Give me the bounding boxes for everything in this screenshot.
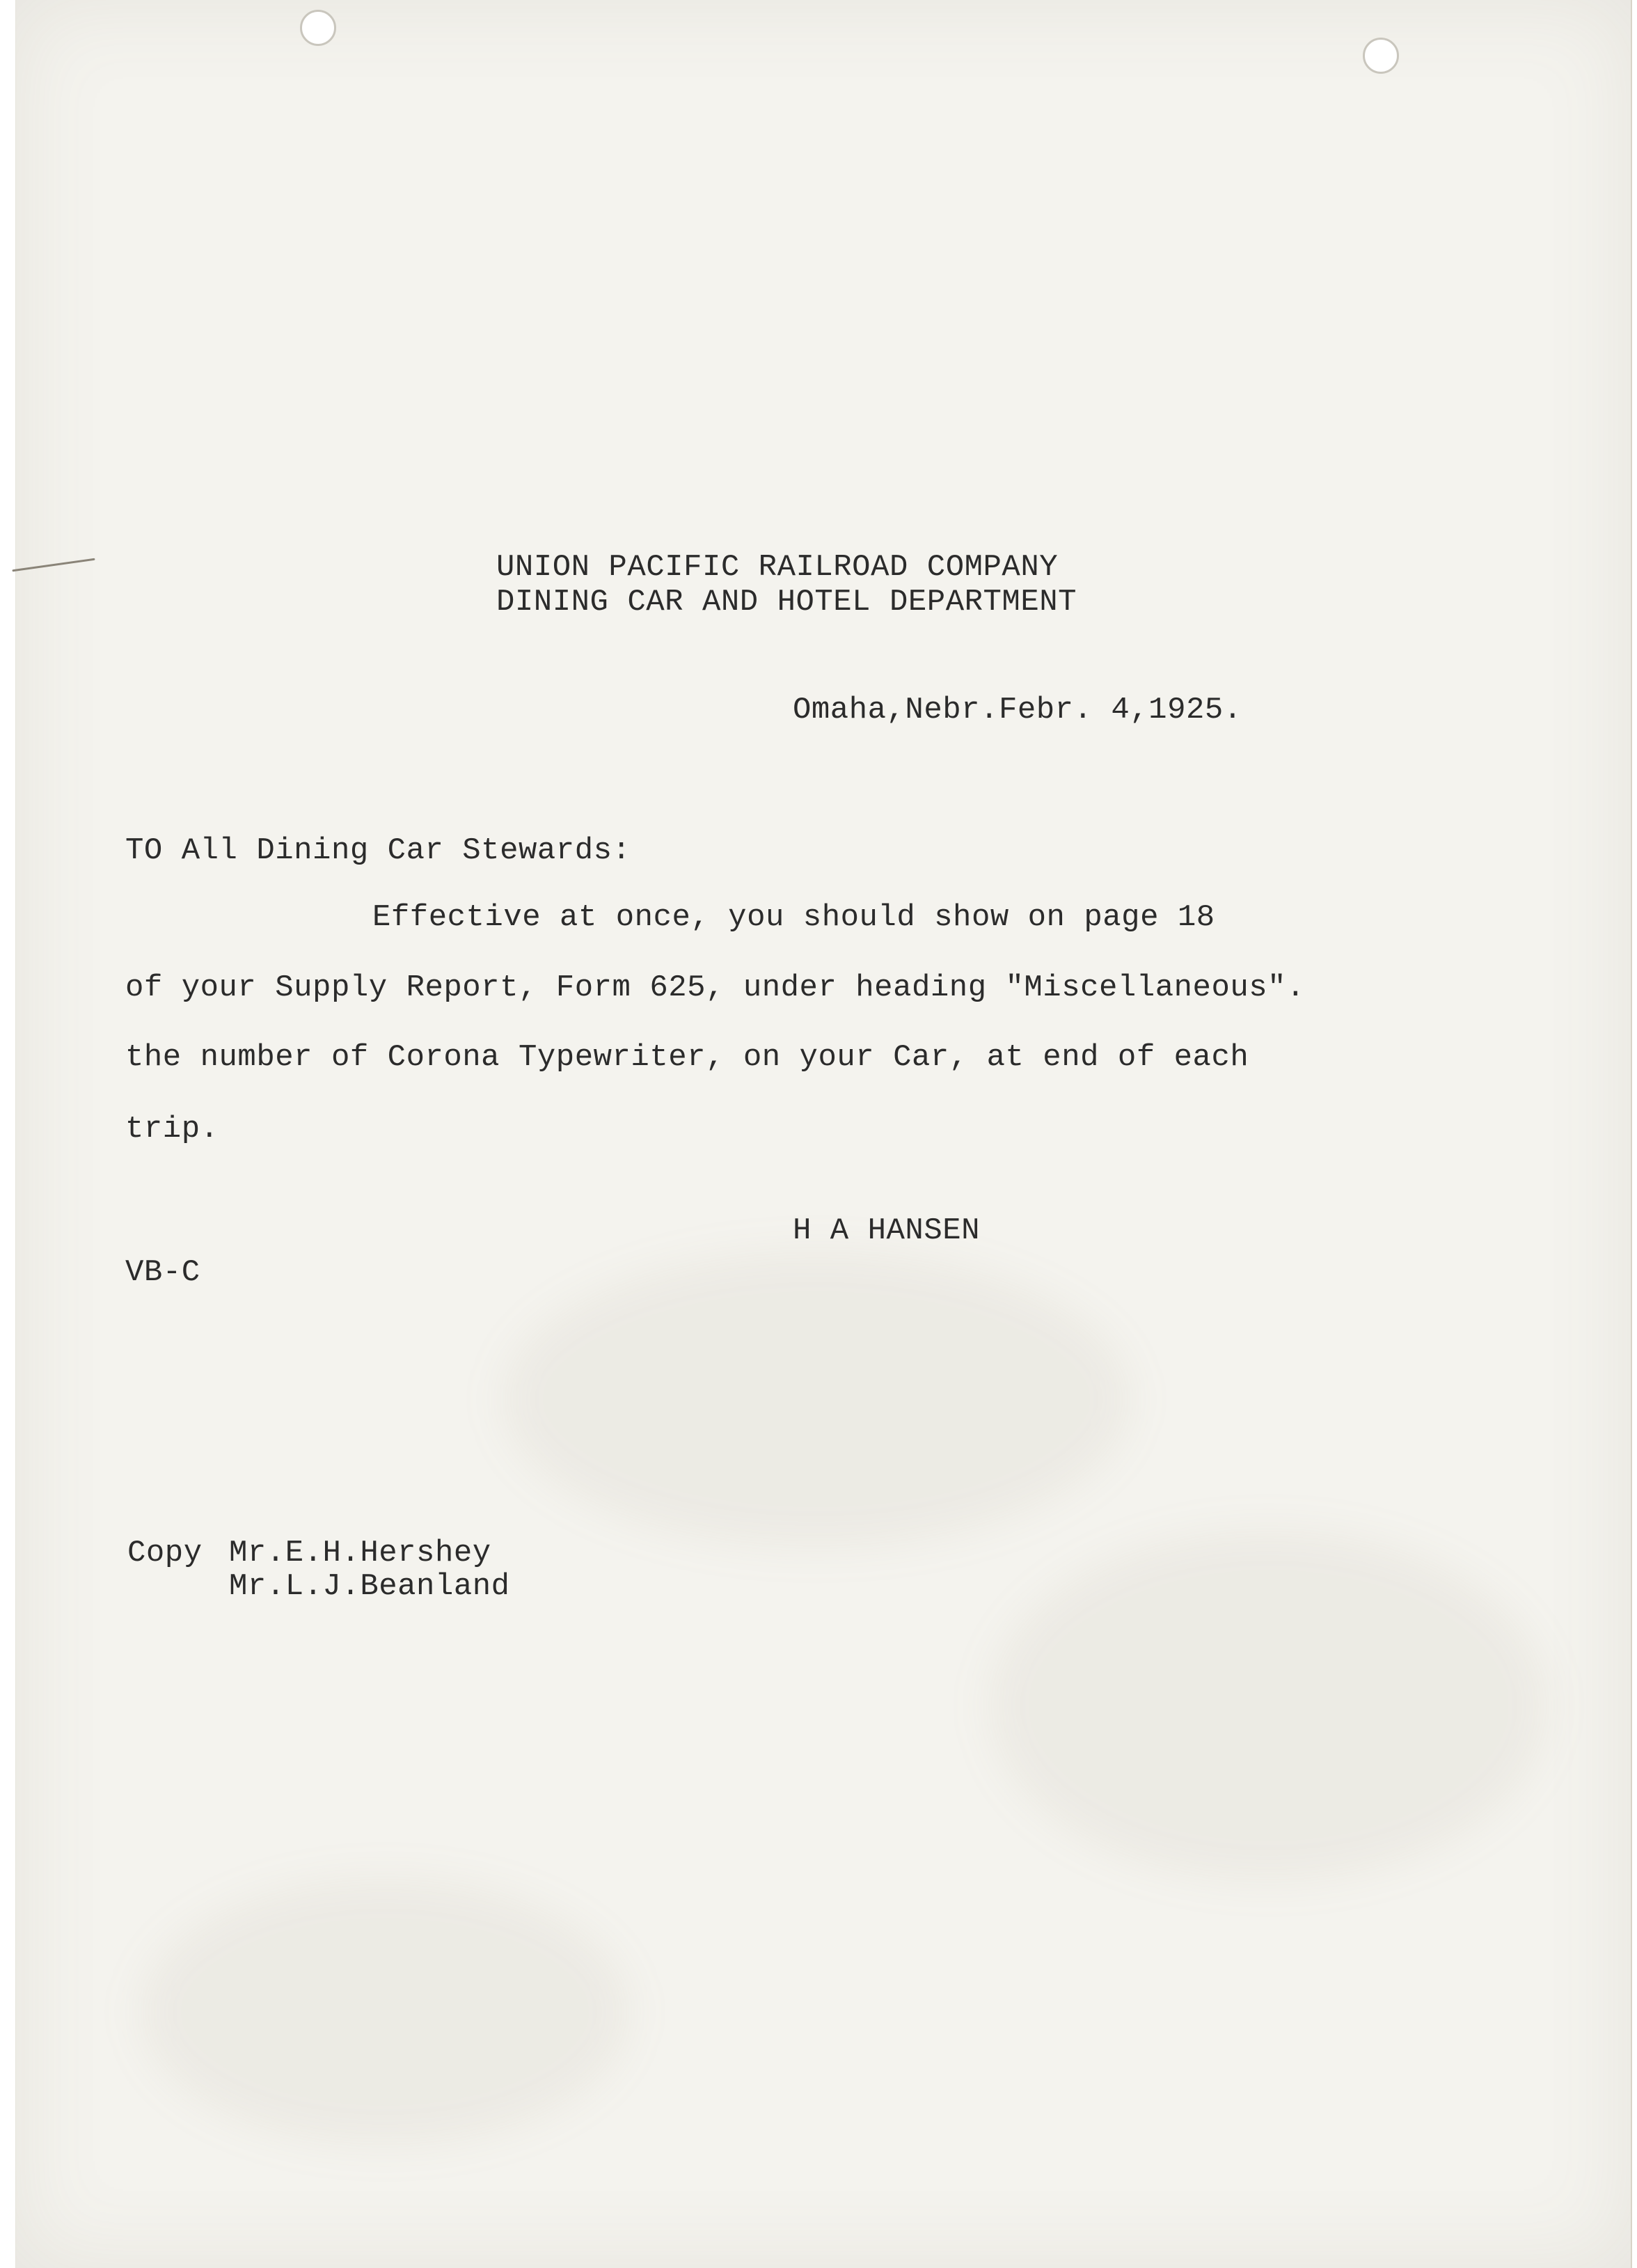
letterhead-department: DINING CAR AND HOTEL DEPARTMENT <box>496 585 1077 620</box>
signature: H A HANSEN <box>793 1213 981 1248</box>
letterhead-company: UNION PACIFIC RAILROAD COMPANY <box>496 550 1059 585</box>
paper-sheet <box>15 0 1632 2268</box>
dateline: Omaha,Nebr.Febr. 4,1925. <box>793 693 1242 727</box>
punch-hole <box>1363 38 1399 74</box>
copy-label: Copy <box>127 1536 203 1570</box>
paper-stain <box>503 1253 1130 1545</box>
typist-initials: VB-C <box>125 1255 200 1290</box>
copy-recipient: Mr.E.H.Hershey <box>229 1536 491 1570</box>
body-line: trip. <box>125 1112 219 1147</box>
paper-stain <box>990 1531 1547 1880</box>
body-line: Effective at once, you should show on page 18 <box>372 900 1215 935</box>
copy-recipient: Mr.L.J.Beanland <box>229 1569 510 1604</box>
body-line: the number of Corona Typewriter, on your Car, at end of each <box>125 1040 1249 1075</box>
body-line: of your Supply Report, Form 625, under heading "Miscellaneous". <box>125 970 1305 1005</box>
paper-tear <box>12 558 95 572</box>
punch-hole <box>300 10 336 46</box>
paper-stain <box>141 1880 628 2144</box>
salutation: TO All Dining Car Stewards: <box>125 833 631 868</box>
